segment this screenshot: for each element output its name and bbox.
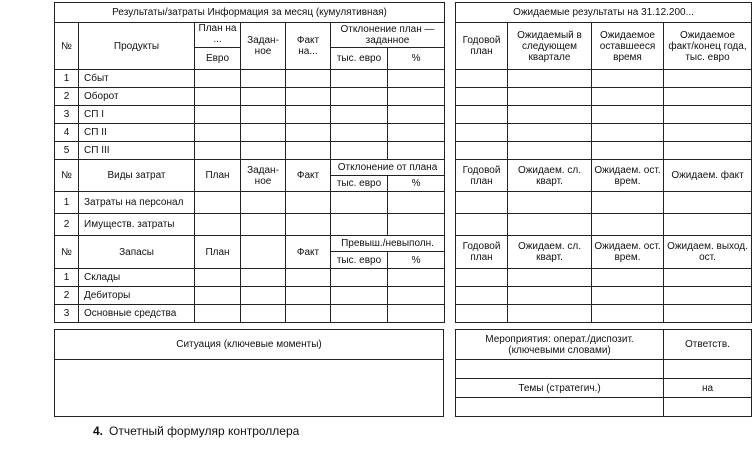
measures-table bbox=[455, 329, 752, 417]
costs-expected-next-quarter: Ожидаем. сл. кварт. bbox=[508, 160, 592, 192]
topics-responsible: на bbox=[664, 379, 752, 398]
costs-header-name: Виды затрат bbox=[79, 160, 195, 192]
measures-title: Мероприятия: операт./диспозит. (ключевыми словами) bbox=[456, 330, 664, 360]
expected-header-fact: Ожидаемое факт/конец года, тыс. евро bbox=[664, 23, 752, 70]
stocks-expected-annual: Годовой план bbox=[456, 236, 508, 269]
cost-name: Имуществ. затраты bbox=[79, 214, 195, 236]
table-row: 1 Сбыт bbox=[55, 70, 445, 88]
expected-header-next-quarter: Ожидаемый в следующем квартале bbox=[508, 23, 592, 70]
topics-label: Темы (стратегич.) bbox=[456, 379, 664, 398]
stock-name: Дебиторы bbox=[79, 287, 195, 305]
caption-text: Отчетный формуляр контроллера bbox=[109, 424, 300, 438]
table-row bbox=[456, 192, 752, 214]
costs-header-fact: Факт bbox=[286, 160, 331, 192]
expected-table-title: Ожидаемые результаты на 31.12.200... bbox=[456, 3, 752, 23]
table-row: 1 Склады bbox=[55, 269, 445, 287]
table-row: 1 Затраты на персонал bbox=[55, 192, 445, 214]
costs-header-no: № bbox=[55, 160, 79, 192]
table-row: 3 СП I bbox=[55, 106, 445, 124]
results-costs-table bbox=[54, 2, 445, 323]
table-row bbox=[456, 287, 752, 305]
stocks-header-fact: Факт bbox=[286, 236, 331, 269]
stock-name: Склады bbox=[79, 269, 195, 287]
stocks-expected-remaining: Ожидаем. ост. врем. bbox=[592, 236, 664, 269]
col-header-fact: Факт на... bbox=[286, 23, 331, 70]
col-header-deviation: Отклонение план — заданное bbox=[331, 23, 445, 48]
costs-header-target: Задан-ное bbox=[241, 160, 286, 192]
expected-results-table bbox=[455, 2, 752, 323]
table-row: 5 СП III bbox=[55, 142, 445, 160]
col-header-target: Задан-ное bbox=[241, 23, 286, 70]
col-header-products: Продукты bbox=[79, 23, 195, 70]
table-row bbox=[456, 305, 752, 323]
table-row bbox=[456, 214, 752, 236]
expected-header-remaining: Ожидаемое оставшееся время bbox=[592, 23, 664, 70]
measures-responsible: Ответств. bbox=[664, 330, 752, 360]
table-row bbox=[456, 142, 752, 160]
col-header-plan: План на ... bbox=[195, 23, 241, 48]
stocks-header-no: № bbox=[55, 236, 79, 269]
table-row bbox=[456, 269, 752, 287]
costs-header-deviation-unit: тыс. евро bbox=[331, 176, 388, 192]
product-name: СП III bbox=[79, 142, 195, 160]
table-row bbox=[456, 124, 752, 142]
situation-table bbox=[54, 329, 444, 417]
product-name: Оборот bbox=[79, 88, 195, 106]
table-row bbox=[456, 70, 752, 88]
table-row: 4 СП II bbox=[55, 124, 445, 142]
product-name: СП I bbox=[79, 106, 195, 124]
col-header-no: № bbox=[55, 23, 79, 70]
measures-entry-resp[interactable] bbox=[664, 360, 752, 379]
cost-name: Затраты на персонал bbox=[79, 192, 195, 214]
costs-header-plan: План bbox=[195, 160, 241, 192]
stock-name: Основные средства bbox=[79, 305, 195, 323]
topics-entry[interactable] bbox=[456, 398, 664, 417]
costs-header-deviation-pct: % bbox=[388, 176, 445, 192]
situation-notes-area[interactable] bbox=[55, 360, 444, 417]
stocks-header-deviation-unit: тыс. евро bbox=[331, 252, 388, 269]
table-row: 2 Оборот bbox=[55, 88, 445, 106]
figure-caption bbox=[93, 424, 299, 438]
caption-number: 4. bbox=[93, 424, 104, 438]
expected-header-annual: Годовой план bbox=[456, 23, 508, 70]
stocks-header-deviation-pct: % bbox=[388, 252, 445, 269]
results-table-title: Результаты/затраты Информация за месяц (кумулятивная) bbox=[55, 3, 445, 23]
col-header-deviation-unit: тыс. евро bbox=[331, 48, 388, 70]
product-name: СП II bbox=[79, 124, 195, 142]
measures-entry[interactable] bbox=[456, 360, 664, 379]
col-header-deviation-pct: % bbox=[388, 48, 445, 70]
stocks-expected-next-quarter: Ожидаем. сл. кварт. bbox=[508, 236, 592, 269]
product-name: Сбыт bbox=[79, 70, 195, 88]
costs-expected-remaining: Ожидаем. ост. врем. bbox=[592, 160, 664, 192]
situation-title: Ситуация (ключевые моменты) bbox=[55, 330, 444, 360]
topics-entry-resp[interactable] bbox=[664, 398, 752, 417]
costs-header-deviation: Отклонение от плана bbox=[331, 160, 445, 176]
table-row bbox=[456, 106, 752, 124]
stocks-header-name: Запасы bbox=[79, 236, 195, 269]
table-row: 2 Имуществ. затраты bbox=[55, 214, 445, 236]
stocks-header-plan: План bbox=[195, 236, 241, 269]
table-row: 2 Дебиторы bbox=[55, 287, 445, 305]
table-row bbox=[456, 88, 752, 106]
stocks-header-deviation: Превыш./невыполн. bbox=[331, 236, 445, 252]
table-row: 3 Основные средства bbox=[55, 305, 445, 323]
costs-expected-annual: Годовой план bbox=[456, 160, 508, 192]
col-header-plan-unit: Евро bbox=[195, 48, 241, 70]
stocks-expected-fact: Ожидаем. выход. ост. bbox=[664, 236, 752, 269]
costs-expected-fact: Ожидаем. факт bbox=[664, 160, 752, 192]
